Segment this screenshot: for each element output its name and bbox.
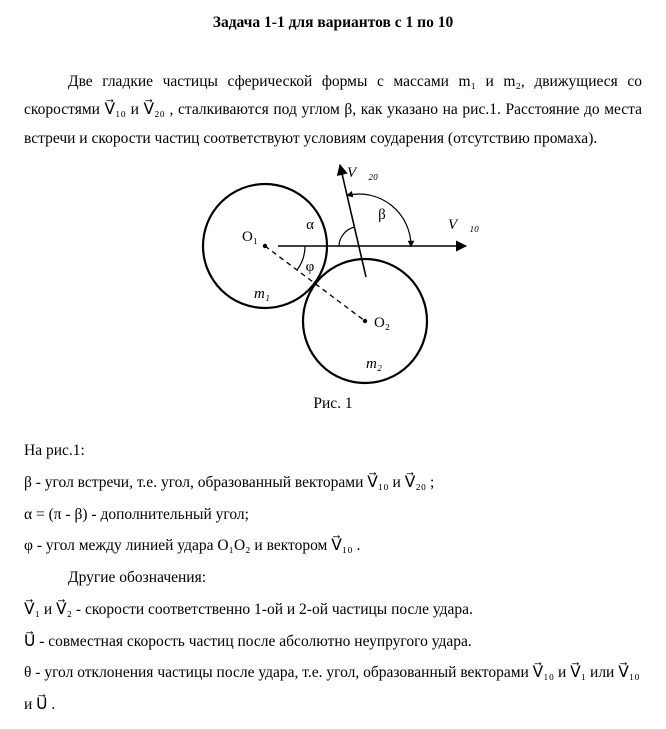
note-v1-v2: V⃗₁ и V⃗₂ - скорости соответственно 1-ой и 2-ой частицы после удара. [24, 600, 473, 618]
alpha-label: α [306, 217, 314, 234]
other-notes-heading: Другие обозначения: [68, 569, 207, 587]
collision-diagram [150, 161, 490, 393]
beta-label: β [378, 207, 386, 224]
phi-label: φ [305, 259, 315, 276]
phi-arc [297, 246, 305, 270]
note-phi: φ - угол между линией удара O₁O₂ и вектором V⃗₁₀ . [24, 537, 361, 555]
alpha-arc [339, 227, 355, 246]
notes-section [24, 435, 642, 721]
note-beta: β - угол встречи, т.е. угол, образованный векторами V⃗₁₀ и V⃗₂₀ ; [24, 473, 435, 491]
note-u: U⃗ - совместная скорость частиц после абсолютно неупругого удара. [24, 632, 472, 650]
o1-label: O₁ [241, 229, 258, 246]
notes-heading: На рис.1: [24, 442, 85, 460]
figure-caption: Рис. 1 [313, 395, 353, 413]
intro-paragraph: Две гладкие частицы сферической формы с массами m₁ и m₂, движущиеся со скоростями V⃗₁₀ и V⃗₂₀ , сталкиваются под углом β, как указано на рис.1. Расстояние до места встречи и скорости частиц соответствуют условиям соударения (отсутствию промаха). [24, 73, 642, 147]
figure [24, 161, 642, 413]
note-theta: θ - угол отклонения частицы после удара, т.е. угол, образованный векторами V⃗₁₀ и V⃗₁ или V⃗₁₀ и U⃗ . [24, 664, 640, 714]
v10-label: V⃗₁₀ [448, 217, 480, 234]
center-o2-dot [363, 319, 367, 323]
m2-label: m₂ [365, 356, 383, 373]
m1-label: m₁ [253, 286, 271, 303]
v20-label: V⃗₂₀ [347, 165, 379, 182]
page-title: Задача 1-1 для вариантов с 1 по 10 [212, 14, 454, 31]
o2-label: O₂ [374, 315, 391, 332]
note-alpha: α = (π - β) - дополнительный угол; [24, 505, 249, 523]
